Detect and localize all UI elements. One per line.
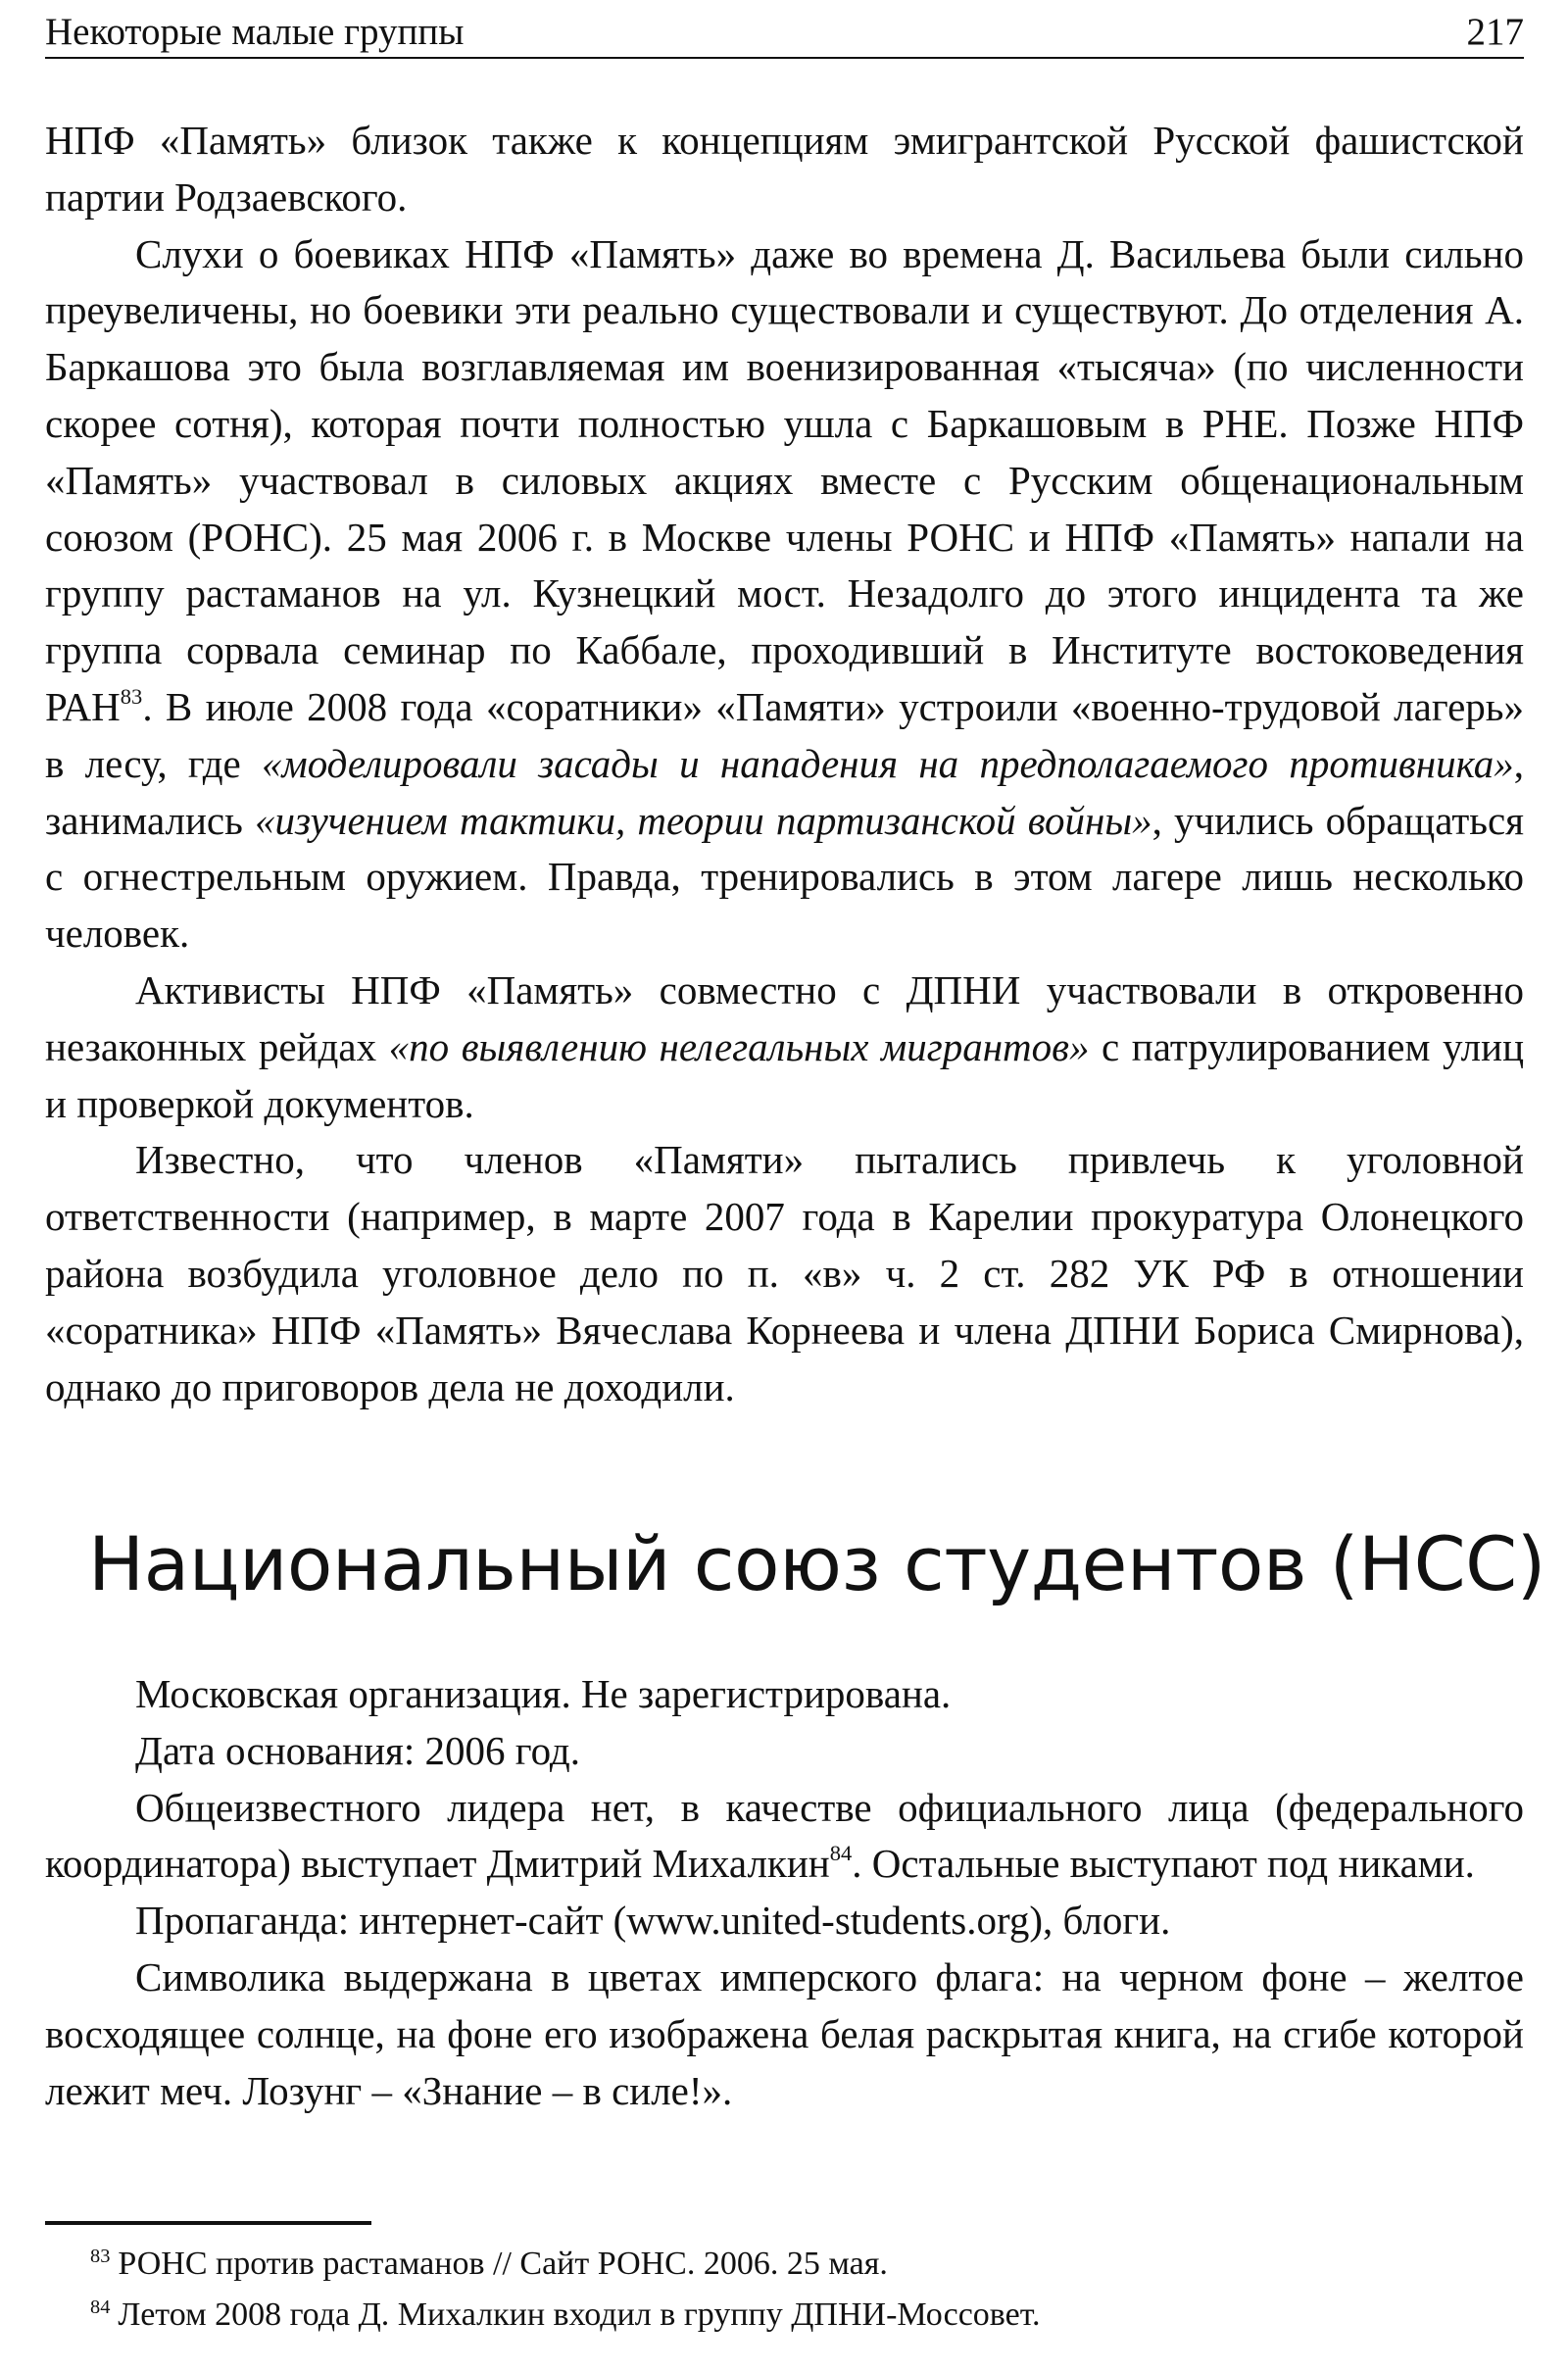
section-paragraph-2-text: Дата основания: 2006 год. <box>135 1727 581 1773</box>
paragraph-4-text: Известно, что членов «Памяти» пытались привлечь к уголовной ответственности (например, в марте 2007 года в Карелии прокуратура Олонецкого района возбудила уголовное дело по п. «в» ч. 2 ст. 282 УК РФ в отношении «соратника» НПФ «Память» Вячеслава Корнеева и члена ДПНИ Бориса Смирнова), однако до приговоров дела не доходили. <box>45 1137 1524 1409</box>
paragraph-2-text-d: , учились обращаться с огнестрельным оружием. Правда, тренировались в этом лагере лишь несколько человек. <box>45 797 1525 957</box>
section-paragraph-3-text-b: . Остальные выступают под никами. <box>852 1841 1475 1887</box>
footnote-text: Летом 2008 года Д. Михалкин входил в группу ДПНИ-Моссовет. <box>118 2296 1041 2333</box>
section-paragraph-1-text: Московская организация. Не зарегистрирована. <box>135 1671 952 1716</box>
paragraph-2-quote-2: «изучением тактики, теории партизанской войны» <box>254 797 1152 843</box>
paragraph-3 <box>45 963 1524 1132</box>
section-paragraph-4 <box>45 1893 1524 1950</box>
section-paragraph-5-text: Символика выдержана в цветах имперского флага: на черном фоне – желтое восходящее солнце, на фоне его изображена белая раскрытая книга, на сгибе которой лежит меч. Лозунг – «Знание – в силе!». <box>45 1953 1524 2113</box>
footnotes <box>45 2239 1524 2341</box>
paragraph-2-quote-1: «моделировали засады и нападения на предполагаемого противника» <box>262 740 1514 786</box>
footnote-84 <box>45 2290 1524 2341</box>
section-paragraph-3-text-a: Общеизвестного лидера нет, в качестве официального лица (федерального координатора) выступает Дмитрий Михалкин <box>45 1784 1524 1887</box>
paragraph-1-text: НПФ «Память» близок также к концепциям эмигрантской Русской фашистской партии Родзаевского. <box>45 118 1524 220</box>
footnote-text: РОНС против растаманов // Сайт РОНС. 2006. 25 мая. <box>118 2246 888 2282</box>
paragraph-1 <box>45 113 1524 226</box>
paragraph-3-quote: «по выявлению нелегальных мигрантов» <box>388 1023 1090 1069</box>
footnote-divider <box>45 2221 371 2225</box>
section-paragraph-5 <box>45 1950 1524 2119</box>
paragraph-2 <box>45 226 1524 963</box>
paragraph-3-text-b: с патрулированием улиц и проверкой документов. <box>45 1023 1525 1126</box>
section-paragraph-2 <box>45 1723 1524 1780</box>
paragraph-3-text-a: Активисты НПФ «Память» совместно с ДПНИ участвовали в откровенно незаконных рейдах <box>45 966 1524 1069</box>
main-text <box>45 113 1524 1415</box>
section-heading: Национальный союз студентов (НСС) <box>88 1520 1545 1607</box>
paragraph-2-text-c: , занимались <box>45 740 1524 843</box>
footnote-ref-83[interactable]: 83 <box>120 684 143 710</box>
footnote-number: 84 <box>90 2296 111 2318</box>
section-body <box>45 1666 1524 2119</box>
page-header <box>45 0 1524 59</box>
page-number: 217 <box>1466 11 1524 53</box>
paragraph-2-text-b: . В июле 2008 года «соратники» «Памяти» устроили «военно-трудовой лагерь» в лесу, где <box>45 683 1524 786</box>
running-title: Некоторые малые группы <box>45 11 465 53</box>
footnote-ref-84[interactable]: 84 <box>829 1841 853 1866</box>
footnote-83 <box>45 2239 1524 2290</box>
section-paragraph-3 <box>45 1780 1524 1894</box>
section-paragraph-4-text: Пропаганда: интернет-сайт (www.united-students.org), блоги. <box>135 1898 1171 1944</box>
paragraph-2-text-a: Слухи о боевиках НПФ «Память» даже во времена Д. Васильева были сильно преувеличены, но боевики эти реально существовали и существуют. До отделения А. Баркашова это была возглавляемая им военизированная «тысяча» (по численности скорее сотня), которая почти полностью ушла с Баркашовым в РНЕ. Позже НПФ «Память» участвовал в силовых акциях вместе с Русским общенациональным союзом (РОНС). 25 мая 2006 г. в Москве члены РОНС и НПФ «Память» напали на группу растаманов на ул. Кузнецкий мост. Незадолго до этого инцидента та же группа сорвала семинар по Каббале, проходивший в Институте востоковедения РАН <box>45 230 1524 729</box>
footnote-number: 83 <box>90 2245 111 2267</box>
section-paragraph-1 <box>45 1666 1524 1723</box>
paragraph-4 <box>45 1132 1524 1415</box>
